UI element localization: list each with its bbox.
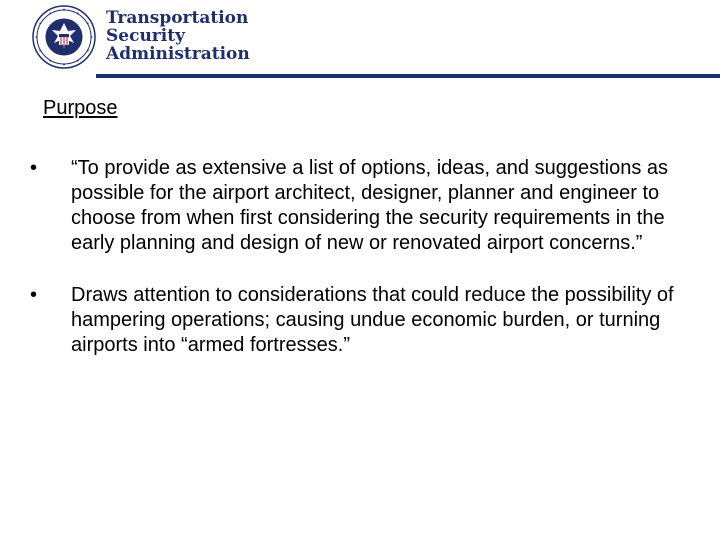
header-divider [96, 74, 720, 78]
bullet-text: “To provide as extensive a list of options, ideas, and suggestions as possible for the airport architect, designer, planner and engineer to choose from when first considering the security requirements in the early planning and design of new or renovated airport concerns.” [71, 157, 669, 254]
bullet-marker: • [30, 284, 38, 306]
bullet-text: Draws attention to considerations that could reduce the possibility of hampering operations; causing undue economic burden, or turning airports into “armed fortresses.” [71, 284, 674, 356]
wordmark-line-1: Transportation [106, 8, 249, 28]
bullet-item [30, 156, 700, 256]
slide-header [0, 0, 720, 80]
section-heading: Purpose [43, 97, 118, 119]
wordmark-line-2: Security [106, 26, 185, 46]
wordmark-line-3: Administration [106, 44, 250, 64]
tsa-wordmark [106, 9, 250, 63]
dhs-seal-icon [32, 5, 96, 69]
bullet-marker: • [30, 157, 38, 179]
bullet-item [30, 283, 700, 358]
bullet-list [30, 156, 700, 385]
